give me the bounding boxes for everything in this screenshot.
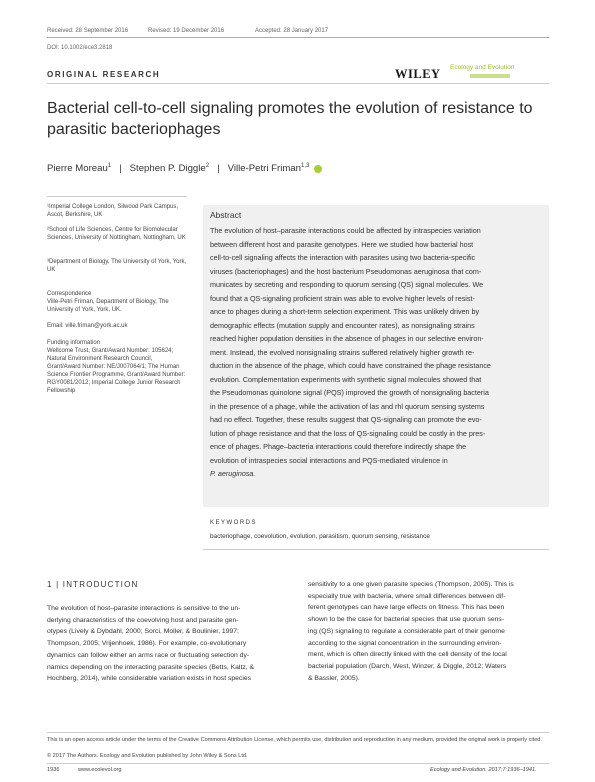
affiliation: ³Department of Biology, The University of York, York, UK (47, 259, 187, 273)
revised-date: Revised: 19 December 2016 (148, 28, 225, 34)
keywords-heading: KEYWORDS (210, 520, 258, 526)
author-name: Pierre Moreau (47, 163, 108, 175)
author-affiliation-mark: 2 (205, 163, 210, 169)
journal-logo-bar (470, 74, 510, 78)
sidebar-rule (47, 196, 187, 197)
affiliation: ²School of Life Sciences, Centre for Biomolecular Sciences, University of Nottingham, Nottingham, UK (47, 227, 186, 241)
header-rule (47, 37, 549, 38)
funding-text: Wellcome Trust, Grant/Award Number: 105624; Natural Environment Research Council, Grant/Award Number: NE/J007064/1; The Human Science Frontier Programme, Grant/Award Number: RGY0081/2012; Imperial College Junior Research Fellowship (47, 348, 186, 394)
journal-url[interactable]: www.ecolevol.org (78, 767, 122, 773)
doi: DOI: 10.1002/ece3.2818 (47, 45, 113, 51)
intro-right-column: sensitivity to a one given parasite species (Thompson, 2005). This is especially true with bacteria, where small differences between dif- ferent genotypes can have large effects on fitness. This has been shown to be the case for bacterial species that use quorum sens- ing (QS) signaling to regulate a considerable part of their genome according to the signal concentration in the surrounding environ- ment, which is often directly linked with the cell density of the local bacterial population (Darch, West, Winzer, & Diggle, 2012; Waters & Bassler, 2005). (308, 581, 514, 682)
footer-bottom-rule (47, 763, 549, 764)
footer-rule (47, 732, 549, 733)
author-affiliation-mark: 1,3 (301, 163, 310, 169)
abstract-heading: Abstract (210, 210, 242, 220)
section-label: ORIGINAL RESEARCH (47, 70, 161, 79)
section-heading-introduction: 1 | INTRODUCTION (47, 580, 139, 589)
correspondence-email[interactable]: Email: ville.friman@york.ac.uk (47, 323, 128, 329)
keywords-rule (203, 549, 549, 550)
copyright-text: © 2017 The Authors. Ecology and Evolution published by John Wiley & Sons Ltd. (47, 753, 248, 759)
orcid-icon[interactable] (314, 165, 322, 173)
title-rule (47, 83, 549, 84)
journal-logo: Ecology and Evolution (450, 64, 515, 71)
citation: Ecology and Evolution. 2017;7:1936–1941. (430, 767, 537, 773)
affiliation: ¹Imperial College London, Silwood Park Campus, Ascot, Berkshire, UK (47, 204, 179, 218)
author-name: Stephen P. Diggle (129, 163, 206, 175)
page-number: 1936 (47, 767, 60, 773)
abstract-text: The evolution of host–parasite interactions could be affected by intraspecies variation between different host and parasite genotypes. Here we studied how bacterial host cell-to-cell signaling affects the interaction with parasites using two bacteria-specific viruses (bacteriophages) and the host bacterium Pseudomonas aeruginosa that com- municates by secreting and responding to quorum sensing (QS) signal molecules. We found that a QS-signaling proficient strain was able to evolve higher levels of resist- ance to phages during a short-term selection experiment. This was unlikely driven by demographic effects (mutation supply and encounter rates), as nonsignaling strains reached higher population densities in the absence of phages in our selective environ- ment. Instead, the evolved nonsignaling strains suffered relatively higher growth re- duction in the absence of the phage, which could have constrained the phage resistance evolution. Complementation experiments with synthetic signal molecules showed that the Pseudomonas quinolone signal (PQS) improved the growth of nonsignaling bacteria in the presence of a phage, while the activation of las and rhl quorum sensing systems had no effect. Together, these results suggest that QS-signaling can promote the evo- lution of phage resistance and that the loss of QS-signaling could be costly in the pres- ence of phages. Phage–bacteria interactions could therefore indirectly shape the evolution of intraspecies social interactions and PQS-mediated virulence in P. aeruginosa. (210, 226, 491, 478)
correspondence-heading: Correspondence (47, 291, 92, 297)
license-text: This is an open access article under the terms of the Creative Commons Attribution License, which permits use, distribution and reproduction in any medium, provided the original work is properly cited. (47, 737, 542, 743)
intro-left-column: The evolution of host–parasite interactions is sensitive to the un- derlying characteristics of the coevolving host and parasite gen- otypes (Lively & Dybdahl, 2000; Sorci, Moller, & Boulinier, 1997; Thompson, 2005; Vrijenhoek, 1986). For example, co-evolutionary dynamics can follow either an arms race or fluctuating selection dy- namics depending on the interacting parasite species (Betts, Kaltz, & Hochberg, 2014), while considerable variation exists in host species (47, 605, 255, 683)
wiley-logo: WILEY (395, 67, 441, 81)
page-title: Bacterial cell-to-cell signaling promotes the evolution of resistance to parasitic bacteriophages (47, 100, 533, 138)
author-list: Pierre Moreau$^1$ | Stephen P. Diggle$^2$ | Ville-Petri Friman$^{1,3}$ (47, 163, 322, 174)
keywords-list: bacteriophage, coevolution, evolution, parasitism, quorum sensing, resistance (210, 533, 430, 540)
accepted-date: Accepted: 28 January 2017 (255, 28, 329, 34)
correspondence-text: Ville-Petri Friman, Department of Biology, The University of York, York, UK. (47, 299, 169, 313)
author-affiliation-mark: 1 (107, 163, 112, 169)
received-date: Received: 28 September 2016 (47, 28, 129, 34)
author-name: Ville-Petri Friman (227, 163, 301, 175)
funding-heading: Funding information (47, 340, 101, 346)
